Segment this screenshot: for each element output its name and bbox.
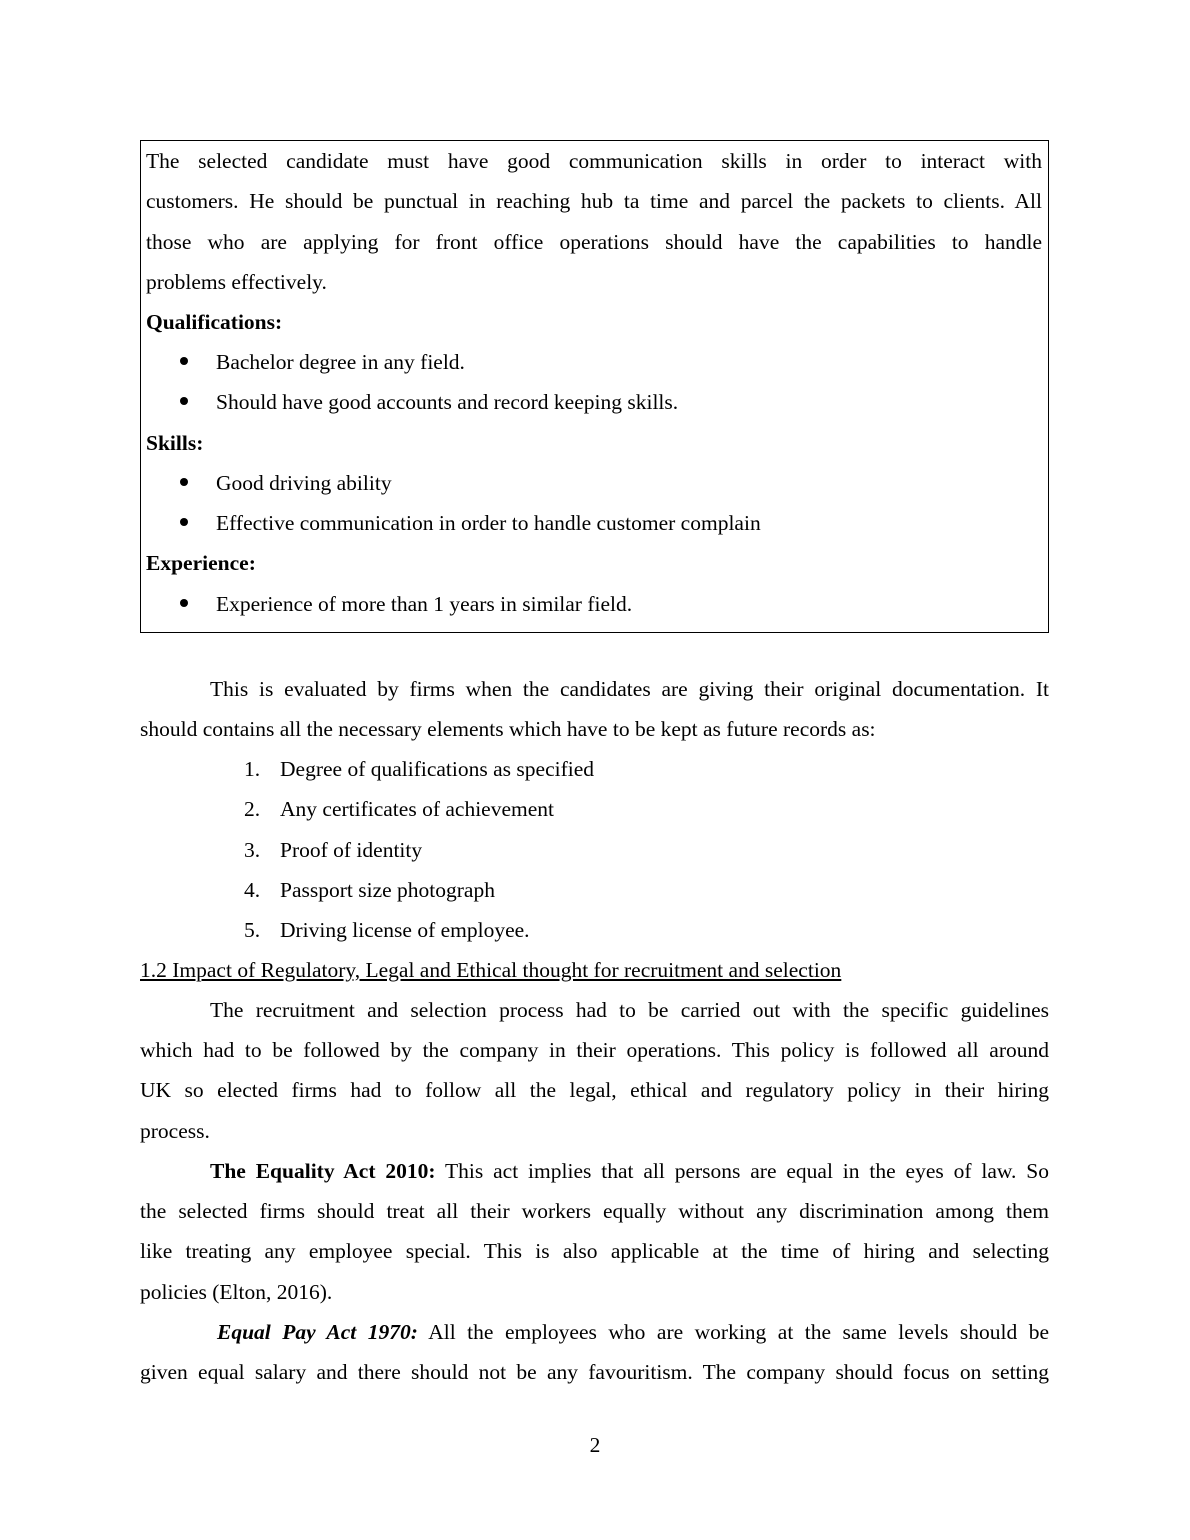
bullet-icon <box>180 397 188 405</box>
list-number: 1. <box>244 757 261 781</box>
text-line: UK so elected firms had to follow all the legal, ethical and regulatory policy in their hiring <box>140 1078 1049 1103</box>
bullet-icon <box>180 357 188 365</box>
job-description-box <box>140 140 1049 633</box>
job-intro-paragraph <box>146 141 1042 302</box>
page-number: 2 <box>589 1433 601 1457</box>
experience-item: Experience of more than 1 years in similar field. <box>216 592 633 616</box>
list-number: 3. <box>244 838 261 862</box>
skills-heading: Skills: <box>146 431 204 455</box>
text-line: process. <box>140 1118 210 1143</box>
qualification-item: Bachelor degree in any field. <box>216 350 465 374</box>
skill-item: Effective communication in order to handle customer complain <box>216 511 761 535</box>
list-item: Passport size photograph <box>280 878 495 902</box>
text-line: given equal salary and there should not be any favouritism. The company should focus on setting <box>140 1360 1049 1385</box>
text-line: like treating any employee special. This is also applicable at the time of hiring and selecting <box>140 1239 1049 1264</box>
list-number: 5. <box>244 918 261 942</box>
equal-pay-act-paragraph <box>140 1312 1049 1392</box>
list-number: 4. <box>244 878 261 902</box>
list-item: Any certificates of achievement <box>280 797 554 821</box>
list-number: 2. <box>244 797 261 821</box>
text-line <box>140 1151 1049 1191</box>
text-line: the selected firms should treat all their workers equally without any discrimination among them <box>140 1199 1049 1224</box>
bullet-icon <box>180 599 188 607</box>
text-fragment: This act implies that all persons are equal in the eyes of law. So <box>435 1159 1050 1183</box>
text-line: policies (Elton, 2016). <box>140 1279 333 1304</box>
bullet-icon <box>180 518 188 526</box>
equality-act-paragraph <box>140 1151 1049 1312</box>
list-item: Degree of qualifications as specified <box>280 757 595 781</box>
list-item: Proof of identity <box>280 838 423 862</box>
text-fragment: All the employees who are working at the same levels should be <box>417 1320 1049 1344</box>
documentation-paragraph <box>140 669 1049 749</box>
skill-item: Good driving ability <box>216 471 392 495</box>
qualifications-heading: Qualifications: <box>146 310 283 334</box>
text-line: those who are applying for front office operations should have the capabilities to handle <box>146 229 1042 254</box>
text-line: The selected candidate must have good communication skills in order to interact with <box>146 149 1042 173</box>
list-item: Driving license of employee. <box>280 918 530 942</box>
text-line: should contains all the necessary elements which have to be kept as future records as: <box>140 717 876 742</box>
experience-heading: Experience: <box>146 551 256 575</box>
text-line: The recruitment and selection process had to be carried out with the specific guidelines <box>210 998 1049 1022</box>
bullet-icon <box>180 478 188 486</box>
text-line <box>140 1312 1049 1352</box>
text-line: problems effectively. <box>146 269 327 294</box>
text-line: which had to be followed by the company in their operations. This policy is followed all around <box>140 1038 1049 1063</box>
equality-act-label: The Equality Act 2010: <box>210 1159 436 1183</box>
equal-pay-act-label: Equal Pay Act 1970: <box>217 1320 418 1344</box>
qualification-item: Should have good accounts and record keeping skills. <box>216 390 679 414</box>
section-intro-paragraph <box>140 990 1049 1151</box>
text-line: customers. He should be punctual in reaching hub ta time and parcel the packets to clients. All <box>146 189 1042 214</box>
section-heading: 1.2 Impact of Regulatory, Legal and Ethical thought for recruitment and selection <box>140 958 842 982</box>
text-line: This is evaluated by firms when the candidates are giving their original documentation. It <box>210 677 1049 701</box>
